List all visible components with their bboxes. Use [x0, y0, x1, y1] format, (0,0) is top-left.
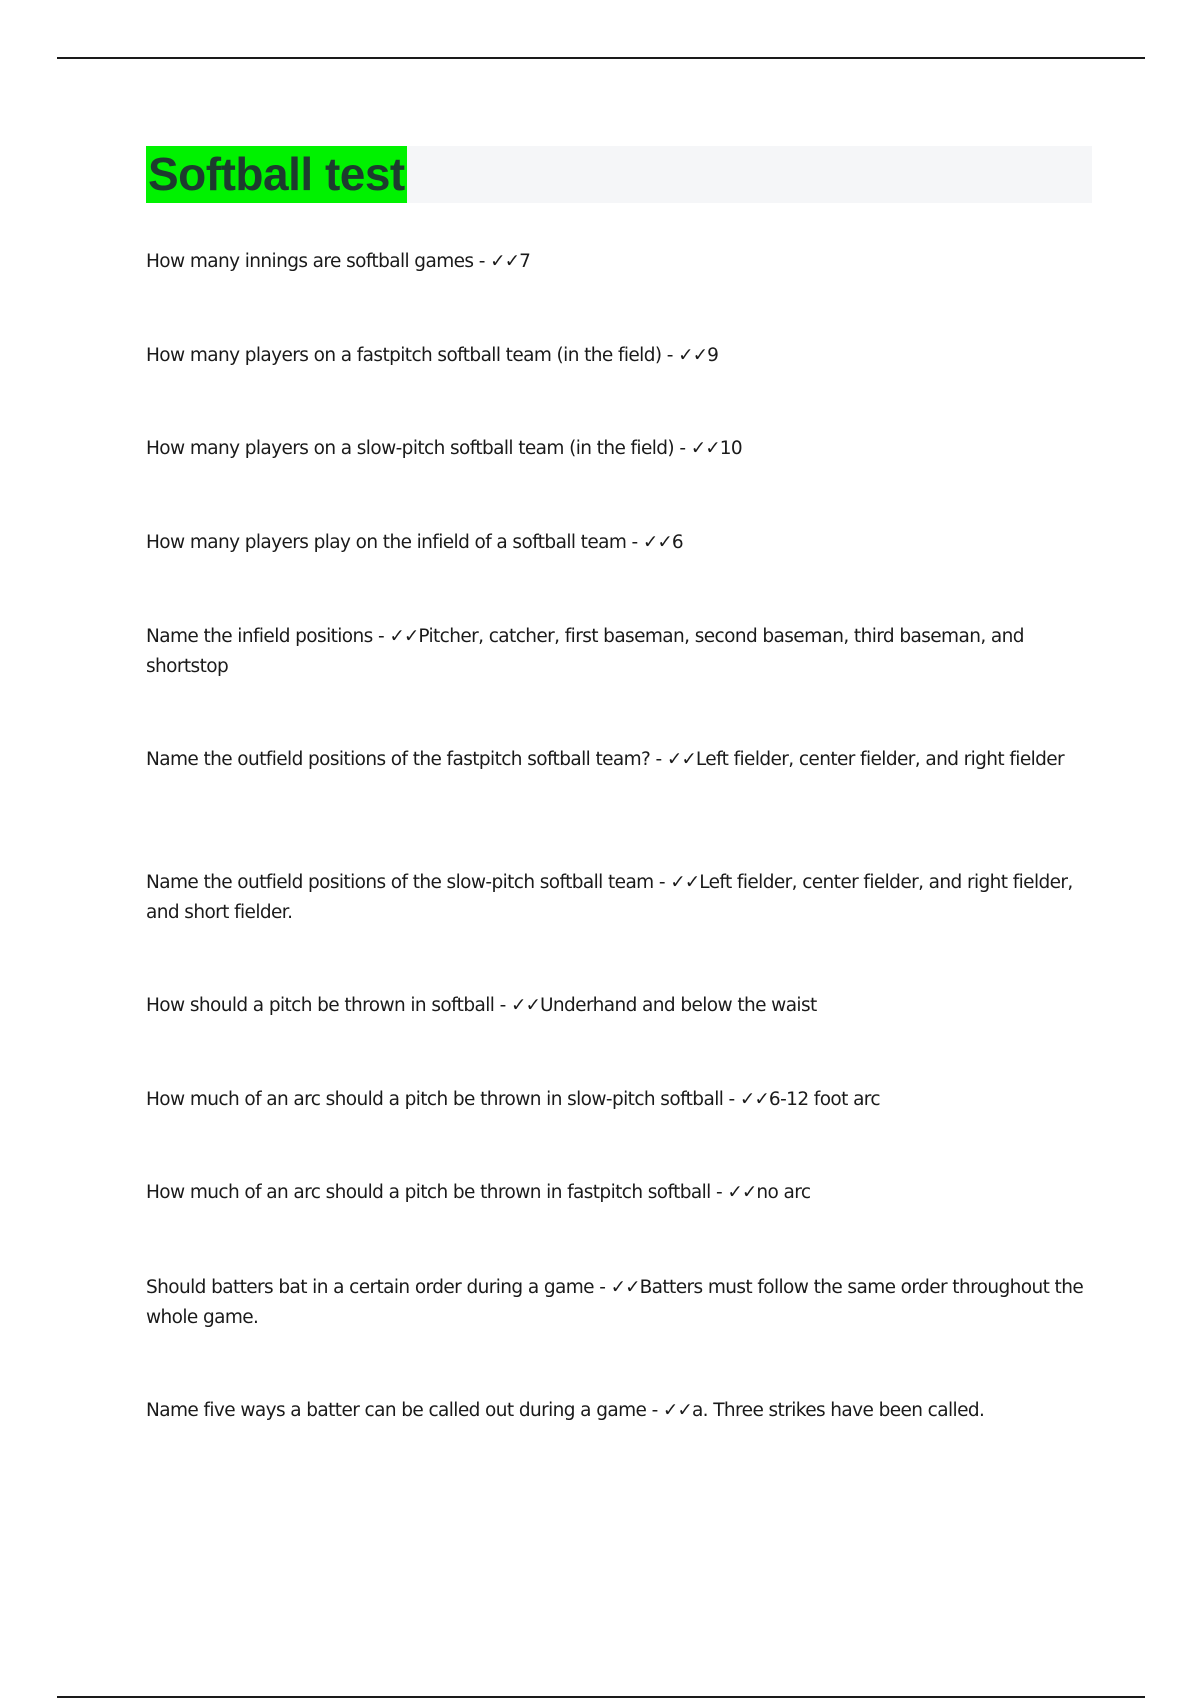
qa-item — [146, 528, 1096, 558]
answer-text: 6-12 foot arc — [768, 1089, 880, 1110]
qa-item — [146, 991, 1096, 1021]
answer-text: no arc — [756, 1182, 811, 1203]
qa-item — [146, 745, 1096, 775]
double-check-icon: ✓✓ — [490, 251, 520, 272]
qa-item — [146, 622, 1096, 682]
question-text: How many innings are softball games - — [146, 251, 491, 272]
question-text: How much of an arc should a pitch be thrown in slow-pitch softball - — [146, 1089, 740, 1110]
qa-item — [146, 1085, 1096, 1115]
question-text: How many players on a fastpitch softball team (in the field) - — [146, 345, 679, 366]
double-check-icon: ✓✓ — [739, 1089, 769, 1110]
qa-item — [146, 434, 1096, 464]
double-check-icon: ✓✓ — [678, 345, 708, 366]
answer-text: Left fielder, center fielder, and right fielder, and short fielder. — [146, 872, 1073, 923]
double-check-icon: ✓✓ — [662, 1400, 692, 1421]
question-text: How many players play on the infield of a softball team - — [146, 532, 643, 553]
question-text: How should a pitch be thrown in softball - — [146, 995, 511, 1016]
answer-text: 7 — [519, 251, 531, 272]
double-check-icon: ✓✓ — [642, 532, 672, 553]
double-check-icon: ✓✓ — [610, 1277, 640, 1298]
qa-item — [146, 1178, 1096, 1208]
double-check-icon: ✓✓ — [389, 626, 419, 647]
question-text: Name the outfield positions of the fastpitch softball team? - — [146, 749, 667, 770]
qa-item — [146, 868, 1096, 928]
footer-rule — [57, 1696, 1145, 1698]
title-highlight — [146, 146, 407, 203]
answer-text: Left fielder, center fielder, and right fielder — [695, 749, 1065, 770]
double-check-icon: ✓✓ — [666, 749, 696, 770]
question-text: Should batters bat in a certain order during a game - — [146, 1277, 611, 1298]
answer-text: Underhand and below the waist — [539, 995, 817, 1016]
answer-text: 6 — [671, 532, 684, 553]
question-text: Name five ways a batter can be called out during a game - — [146, 1400, 663, 1421]
qa-item — [146, 341, 1096, 371]
question-text: Name the outfield positions of the slow-pitch softball team - — [146, 872, 671, 893]
double-check-icon: ✓✓ — [670, 872, 700, 893]
question-text: Name the infield positions - — [146, 626, 390, 647]
answer-text: Batters must follow the same order throughout the whole game. — [146, 1277, 1084, 1328]
qa-item — [146, 1396, 1096, 1426]
question-text: How much of an arc should a pitch be thrown in fastpitch softball - — [146, 1182, 728, 1203]
answer-text: a. Three strikes have been called. — [691, 1400, 985, 1421]
answer-text: Pitcher, catcher, first baseman, second baseman, third baseman, and shortstop — [146, 626, 1024, 677]
answer-text: 10 — [719, 438, 743, 459]
double-check-icon: ✓✓ — [690, 438, 720, 459]
answer-text: 9 — [707, 345, 719, 366]
double-check-icon: ✓✓ — [727, 1182, 757, 1203]
page-title: Softball test — [148, 148, 405, 200]
double-check-icon: ✓✓ — [510, 995, 540, 1016]
question-text: How many players on a slow-pitch softball team (in the field) - — [146, 438, 691, 459]
header-rule — [57, 57, 1145, 59]
qa-item — [146, 247, 1096, 277]
qa-item — [146, 1273, 1096, 1333]
